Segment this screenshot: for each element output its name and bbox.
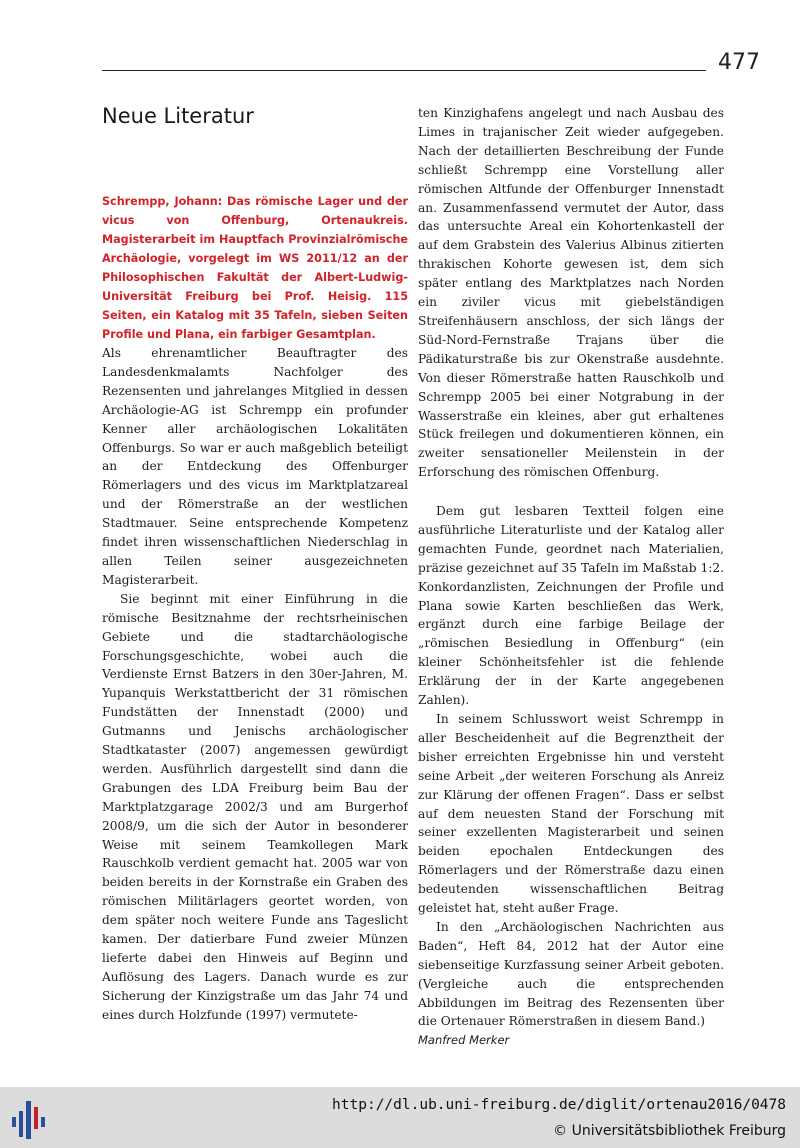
review-header: Schrempp, Johann: Das römische Lager und der vicus von Offenburg, Ortenaukreis. Magisterarbeit im Hauptfach Provinzialrömische Archäologie, vorgelegt im WS 2011/12 an der Philosophischen Fakultät der Albert-Ludwig-Universität Freiburg bei Prof. Heisig. 115 Seiten, ein Katalog mit 35 Tafeln, sieben Seiten Profile und Plana, ein farbiger Gesamtplan.: [102, 195, 408, 341]
section-title: Neue Literatur: [102, 104, 254, 128]
header-rule: [102, 70, 706, 71]
text-column-left: [102, 192, 408, 1027]
paragraph-3: Dem gut lesbaren Textteil folgen eine ausführliche Literaturliste und der Katalog aller gemachten Funde, geordnet nach Materialien, präzise gezeichnet auf 35 Tafeln im Maßstab 1:2. Konkordanzlisten, Zeichnungen der Profile und Plana sowie Karten beschließen das Werk, ergänzt durch eine farbige Beilage der „römischen Besiedlung in Offenburg“ (ein kleiner Schönheitsfehler ist die fehlende Erklärung der in der Karte angegebenen Zahlen).: [418, 504, 724, 708]
paragraph-4: In seinem Schlusswort weist Schrempp in aller Bescheidenheit auf die Begrenztheit der bisher erreichten Ergebnisse hin und versteht seine Arbeit „der weiteren Forschung als Anreiz zur Klärung der offenen Fragen“. Dass er selbst auf dem neuesten Stand der Forschung mit seiner exzellenten Magisterarbeit und seinen beiden epochalen Entdeckungen des Römerlagers und der Römerstraße dazu einen bedeutenden wissenschaftlichen Beitrag geleistet hat, steht außer Frage.: [418, 711, 724, 916]
paragraph-1: Als ehrenamtlicher Beauftragter des Landesdenkmalamts Nachfolger des Rezensenten und jahrelanges Mitglied in dessen Archäologie-AG ist Schrempp ein profunder Kenner aller archäologischen Lokalitäten Offenburgs. So war er auch maßgeblich beteiligt an der Entdeckung des Offenburger Römerlagers und des vicus im Marktplatzareal und der Römerstraße an der westlichen Stadtmauer. Seine entsprechende Kompetenz findet ihren wissenschaftlichen Niederschlag in allen Teilen seiner ausgezeichneten Magisterarbeit.: [102, 346, 408, 587]
paragraph-5: In den „Archäologischen Nachrichten aus Baden“, Heft 84, 2012 hat der Autor eine siebenseitige Kurzfassung seiner Arbeit geboten. (Vergleiche auch die entsprechenden Abbildungen im Beitrag des Rezensenten über die Ortenauer Römerstraßen in diesem Band.): [418, 919, 724, 1029]
page-number: 477: [718, 50, 760, 75]
copyright-notice: © Universitätsbibliothek Freiburg: [553, 1123, 786, 1139]
paragraph-2-continued: [418, 104, 724, 502]
library-footer: [0, 1087, 800, 1148]
paragraph-2: Sie beginnt mit einer Einführung in die römische Besitznahme der rechtsrheinischen Gebiete und die stadtarchäologische Forschungsgeschichte, wobei auch die Verdienste Ernst Batzers in den 30er-Jahren, M. Yupanquis Werkstattbericht der 31 römischen Fundstätten der Innenstadt (2000) und Gutmanns und Jenischs archäologischer Stadtkataster (2007) angemessen gewürdigt werden. Ausführlich dargestellt sind dann die Grabungen des LDA Freiburg beim Bau der Marktplatzgarage 2002/3 und am Burgerhof 2008/9, um die sich der Autor in besonderer Weise mit seinem Teamkollegen Mark Rauschkolb verdient gemacht hat. 2005 war von beiden bereits in der Kornstraße ein Graben des römischen Militärlagers geortet worden, von dem später noch weitere Funde ans Tageslicht kamen. Der datierbare Fund zweier Münzen lieferte dabei den Hinweis auf Beginn und Auflösung des Lagers. Danach wurde es zur Sicherung der Kinzigstraße um das Jahr 74 und eines durch Holzfunde (1997) vermutete-: [102, 591, 408, 1022]
text-column-right: [418, 104, 724, 1050]
author-signature: Manfred Merker: [418, 1033, 510, 1048]
digital-library-link[interactable]: http://dl.ub.uni-freiburg.de/diglit/ortenau2016/0478: [332, 1097, 786, 1113]
paragraph-2-continued-text: ten Kinzighafens angelegt und nach Ausbau des Limes in trajanischer Zeit wieder aufgegeben. Nach der detaillierten Beschreibung der Funde schließt Schrempp eine Vorstellung aller römischen Altfunde der Offenburger Innenstadt an. Zusammenfassend vermutet der Autor, dass das untersuchte Areal ein Kohortenkastell der auf dem Grabstein des Valerius Albinus zitierten thrakischen Kohorte gewesen ist, dem sich später entlang des Marktplatzes nach Norden ein ziviler vicus mit giebelständigen Streifenhäusern anschloss, der sich längs der Süd-Nord-Fernstraße Trajans über die Pädikaturstraße bis zur Okenstraße ausdehnte. Von dieser Römerstraße hatten Rauschkolb und Schrempp 2005 bei einer Notgrabung in der Wasserstraße ein kleines, aber gut erhaltenes Stück freilegen und dokumentieren können, ein zweiter sensationeller Meilenstein in der Erforschung des römischen Offenburg.: [418, 106, 724, 480]
ub-freiburg-logo-icon: [10, 1101, 50, 1139]
